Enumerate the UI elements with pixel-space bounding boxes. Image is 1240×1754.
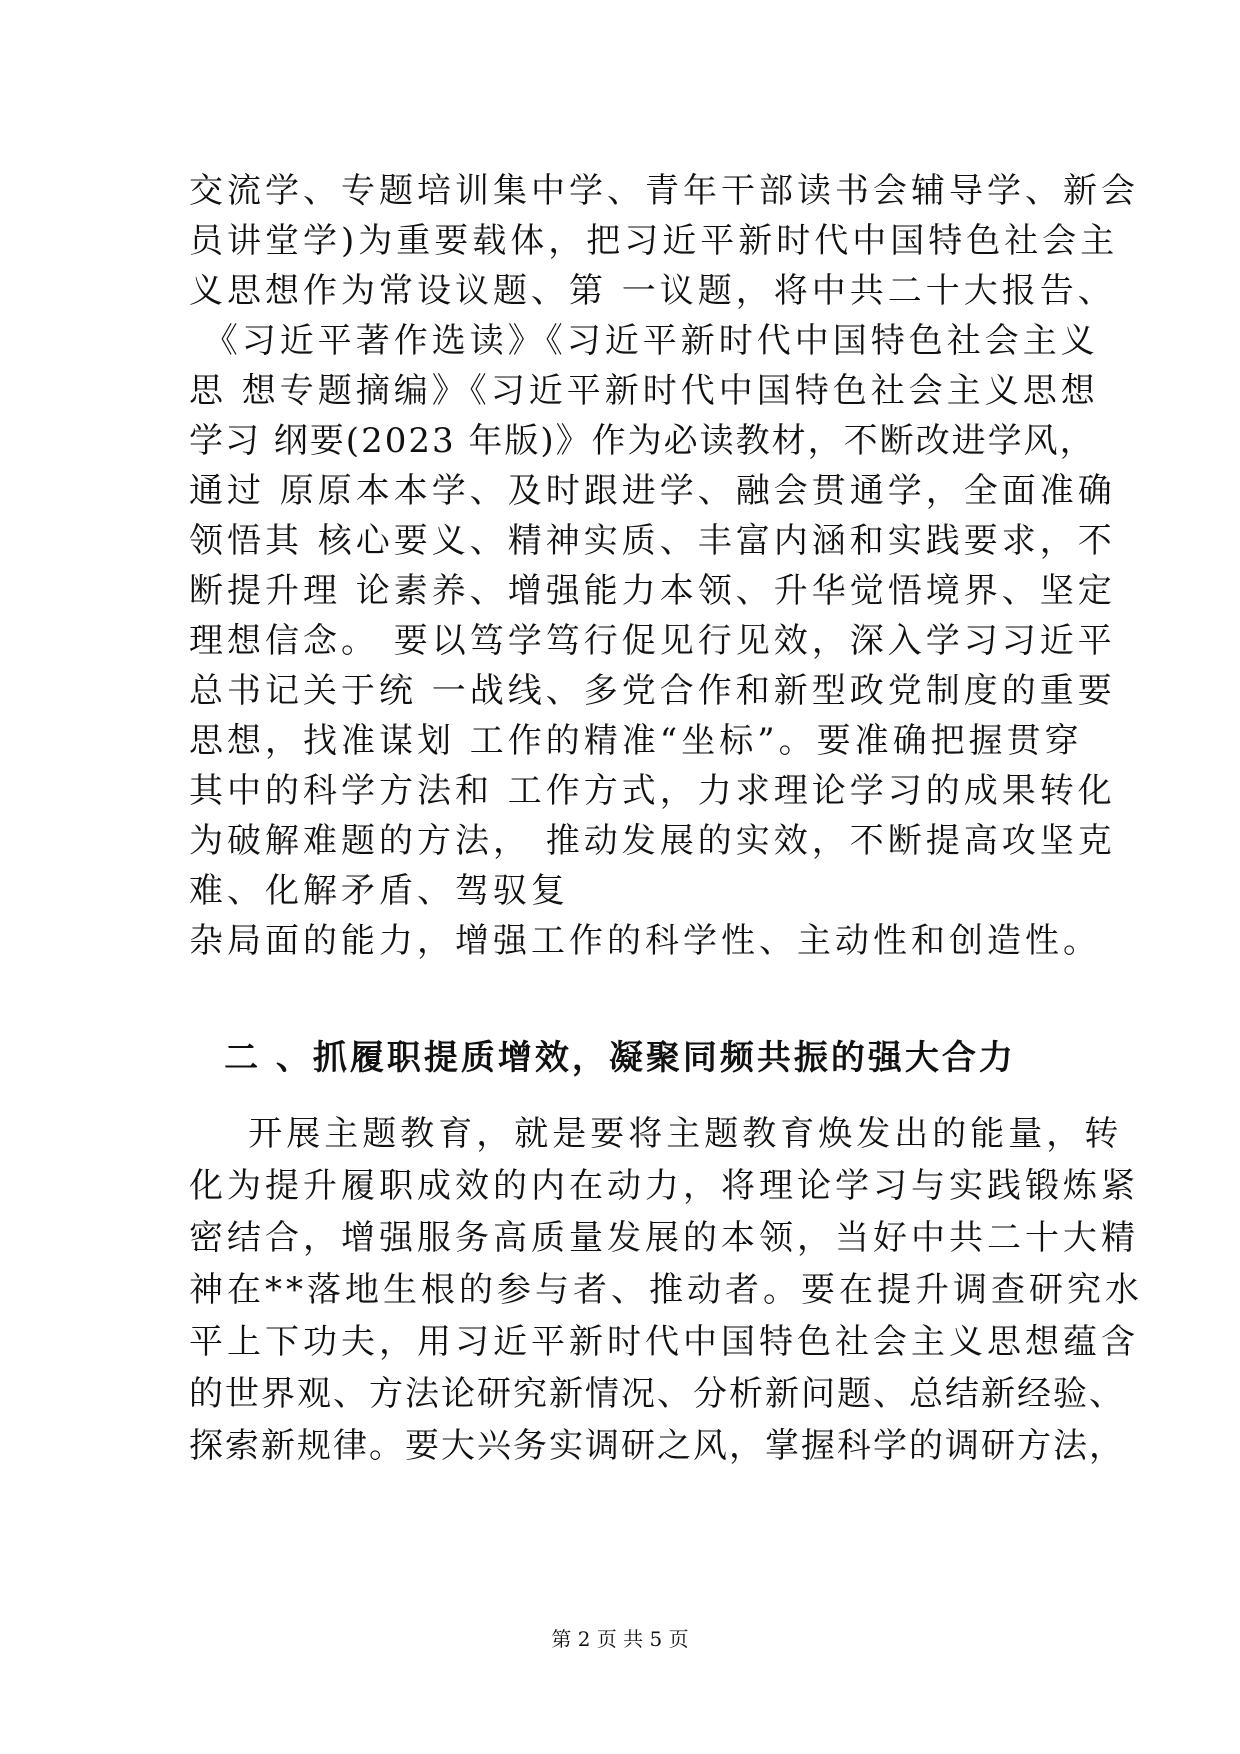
text-line: 其中的科学方法和 工作方式，力求理论学习的成果转化 [189,771,1116,811]
text-line: 学习 纲要(2023 年版)》作为必读教材，不断改进学风， [189,421,1096,461]
text-line: 化为提升履职成效的内在动力，将理论学习与实践锻炼紧 [189,1166,1139,1206]
text-line: 神在**落地生根的参与者、推动者。要在提升调查研究水 [189,1270,1143,1310]
text-line: 难、化解矛盾、驾驭复 [189,871,569,911]
text-line: 探索新规律。要大兴务实调研之风，掌握科学的调研方法， [189,1426,1125,1466]
paragraph-1 [189,166,1139,966]
text-line: 的世界观、方法论研究新情况、分析新问题、总结新经验、 [189,1374,1125,1414]
text-line: 领悟其 核心要义、精神实质、丰富内涵和实践要求，不 [189,521,1116,561]
text-line: 杂局面的能力，增强工作的科学性、主动性和创造性。 [189,921,1101,961]
text-line: 为破解难题的方法， 推动发展的实效，不断提高攻坚克 [189,821,1116,861]
text-line: 《习近平著作选读》《习近平新时代中国特色社会主义 [189,321,1099,361]
text-line: 员讲堂学)为重要载体，把习近平新时代中国特色社会主 [189,221,1119,261]
text-line: 思想，找准谋划 工作的精准“坐标”。要准确把握贯穿 [189,721,1083,761]
text-line: 思 想专题摘编》《习近平新时代中国特色社会主义思想 [189,371,1099,411]
section-heading: 二 、抓履职提质增效，凝聚同频共振的强大合力 [224,1038,1016,1078]
text-line: 理想信念。 要以笃学笃行促见行见效，深入学习习近平 [189,621,1116,661]
paragraph-2 [189,1108,1143,1472]
text-line: 平上下功夫，用习近平新时代中国特色社会主义思想蕴含 [189,1322,1139,1362]
text-line: 断提升理 论素养、增强能力本领、升华觉悟境界、坚定 [189,571,1116,611]
text-line: 通过 原原本本学、及时跟进学、融会贯通学，全面准确 [189,471,1116,511]
text-line: 总书记关于统 一战线、多党合作和新型政党制度的重要 [189,671,1116,711]
text-line: 交流学、专题培训集中学、青年干部读书会辅导学、新会 [189,171,1139,211]
text-line: 密结合，增强服务高质量发展的本领，当好中共二十大精 [189,1218,1139,1258]
page-footer: 第 2 页 共 5 页 [551,1627,689,1651]
text-line: 开展主题教育，就是要将主题教育焕发出的能量，转 [189,1114,1123,1154]
text-line: 义思想作为常设议题、第 一议题，将中共二十大报告、 [189,271,1116,311]
